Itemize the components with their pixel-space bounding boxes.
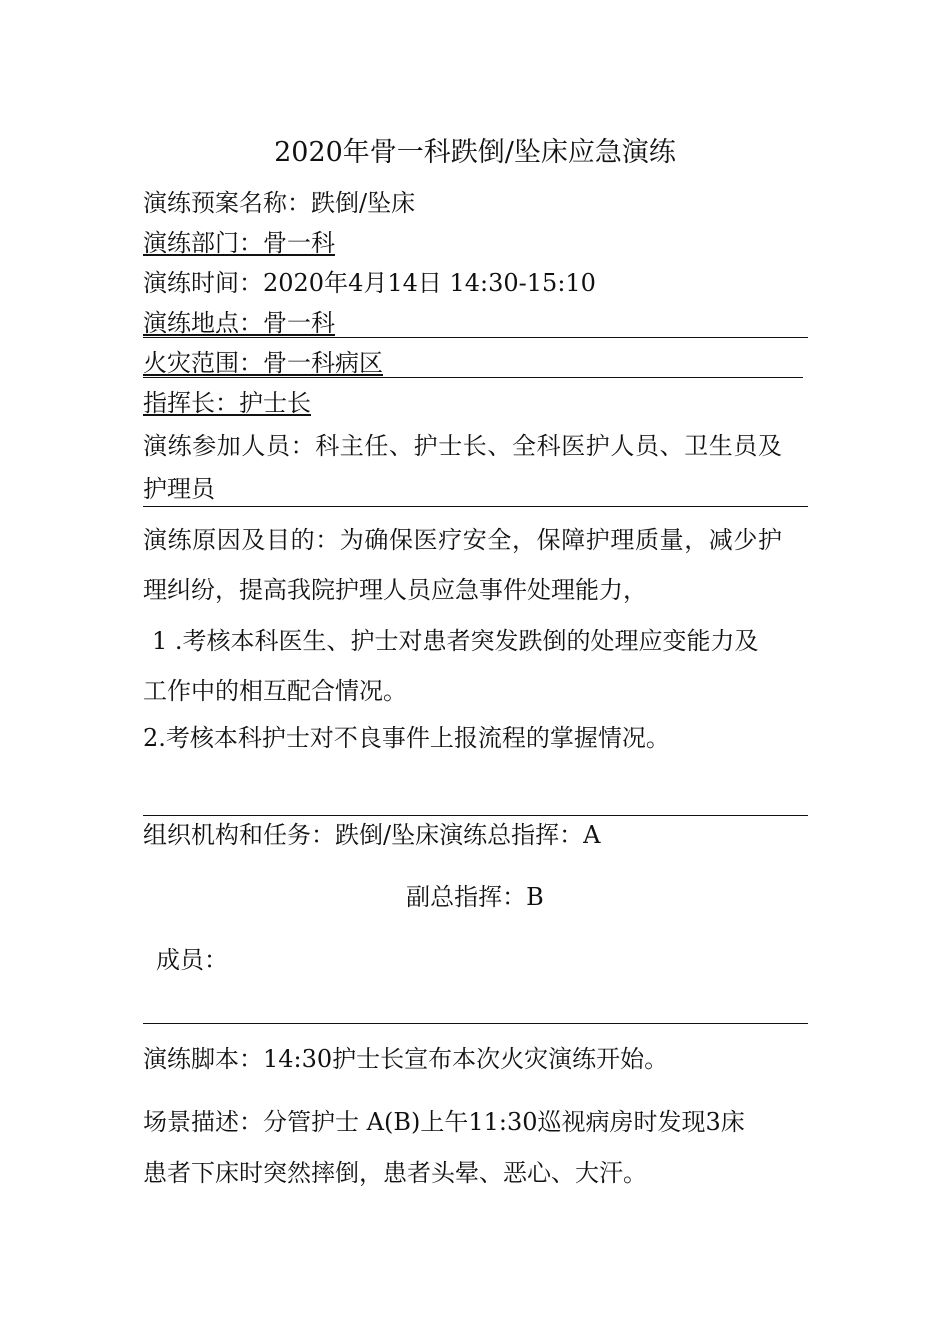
participants-line-2: 护理员 bbox=[143, 475, 215, 503]
fire-scope-underline bbox=[143, 377, 803, 378]
objective-item-1-line-2: 工作中的相互配合情况。 bbox=[143, 677, 407, 705]
purpose-line-2: 理纠纷，提高我院护理人员应急事件处理能力， bbox=[143, 576, 647, 604]
purpose-line-1: 演练原因及目的：为确保医疗安全，保障护理质量，减少护 bbox=[143, 526, 783, 554]
drill-script: 演练脚本：14:30护士长宣布本次火灾演练开始。 bbox=[143, 1045, 669, 1073]
section-divider-1 bbox=[143, 815, 808, 816]
objective-item-2: 2.考核本科护士对不良事件上报流程的掌握情况。 bbox=[143, 724, 670, 752]
scene-line-2: 患者下床时突然摔倒，患者头晕、恶心、大汗。 bbox=[143, 1159, 647, 1187]
scene-line-1: 场景描述：分管护士 A(B)上午11:30巡视病房时发现3床 bbox=[143, 1108, 745, 1136]
department: 演练部门：骨一科 bbox=[143, 229, 335, 257]
members: 成员： bbox=[156, 946, 228, 974]
fire-scope: 火灾范围：骨一科病区 bbox=[143, 349, 383, 377]
location-underline bbox=[143, 337, 808, 338]
section-divider-2 bbox=[143, 1023, 808, 1024]
organization: 组织机构和任务：跌倒/坠床演练总指挥：A bbox=[143, 821, 601, 849]
objective-item-1-line-1: 1 .考核本科医生、护士对患者突发跌倒的处理应变能力及 bbox=[152, 627, 759, 655]
participants-line-1: 演练参加人员：科主任、护士长、全科医护人员、卫生员及 bbox=[143, 432, 783, 460]
commander: 指挥长：护士长 bbox=[143, 389, 311, 417]
location: 演练地点：骨一科 bbox=[143, 309, 335, 337]
plan-name: 演练预案名称：跌倒/坠床 bbox=[143, 189, 416, 217]
document-title: 2020年骨一科跌倒/坠床应急演练 bbox=[274, 137, 676, 168]
participants-underline bbox=[143, 506, 808, 507]
deputy-commander: 副总指挥：B bbox=[406, 883, 544, 911]
drill-time: 演练时间：2020年4月14日 14:30-15:10 bbox=[143, 269, 596, 297]
